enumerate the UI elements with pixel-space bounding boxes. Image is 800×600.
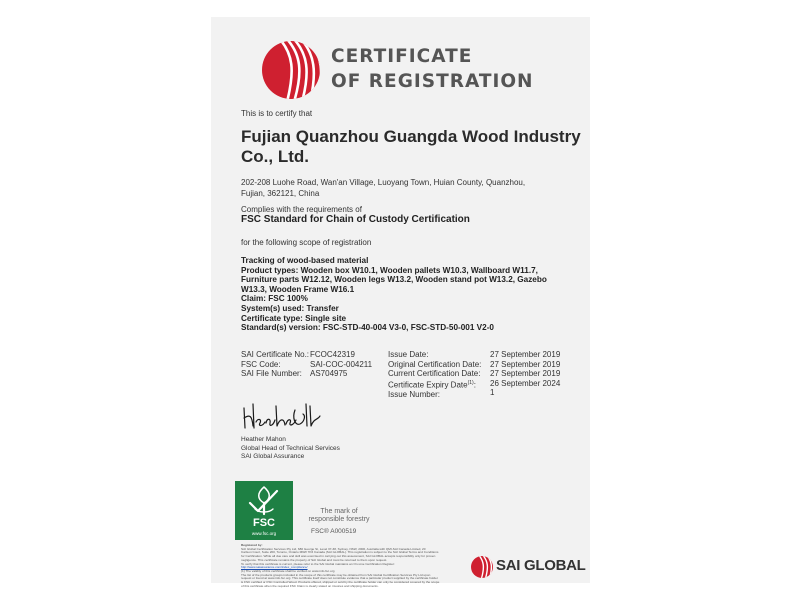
- title-line-1: CERTIFICATE: [331, 46, 473, 67]
- scope-line: Furniture parts W12.12, Wooden legs W13.2, Wooden stand pot W13.2, Gazebo: [241, 275, 547, 285]
- company-name-line-1: Fujian Quanzhou Guangda Wood Industry: [241, 127, 581, 146]
- value-sai-file-number: AS704975: [310, 369, 348, 379]
- fineprint-line: To verify that this certificate is current, please refer to the SAI Global maintains an On-Line Certification Register:: [241, 562, 395, 566]
- scope-line: Certificate type: Single site: [241, 313, 347, 323]
- label-fsc-code: FSC Code:: [241, 359, 281, 369]
- label-issue-number: Issue Number:: [388, 390, 441, 400]
- scope-intro: for the following scope of registration: [241, 238, 372, 247]
- value-certificate-expiry-date: 26 September 2024: [490, 378, 561, 388]
- label-certificate-expiry-date: Certificate Expiry Date$^{(1)}$:: [388, 379, 476, 390]
- value-sai-certificate-no: FCOC42319: [310, 350, 355, 359]
- fineprint-line: (1) The validity of this certificate shall be verified on www.info.fsc.org: [241, 569, 335, 573]
- signature: [240, 398, 324, 432]
- address-line-1: 202-208 Luohe Road, Wan'an Village, Luoyang Town, Huian County, Quanzhou,: [241, 178, 526, 187]
- fineprint-line: Carlson Court, Suite 200, Toronto, Ontario M9W 7K6 Canada (SAI GLOBAL). This registration is subject to the SAI Global Terms and Conditions: [241, 551, 439, 555]
- fsc-logo-text: FSC: [253, 517, 275, 529]
- scope-line: System(s) used: Transfer: [241, 303, 339, 313]
- company-address: [241, 177, 571, 199]
- sai-global-wordmark: SAI GLOBAL: [496, 557, 586, 574]
- left-values: [310, 350, 372, 379]
- value-issue-date: 27 September 2019: [490, 350, 561, 359]
- signatory-title: Global Head of Technical Services: [241, 444, 340, 452]
- fineprint-line: for Certification. While all due care and skill was exercised in carrying out this assessment, SAI GLOBAL accepts responsibility only for proven: [241, 555, 436, 559]
- sai-striped-globe-logo: [261, 40, 321, 100]
- label-issue-date: Issue Date:: [388, 350, 429, 359]
- fsc-license-code: FSC® A000519: [311, 528, 357, 535]
- complies-text: Complies with the requirements of: [241, 205, 362, 214]
- fsc-caption-line-2: responsible forestry: [308, 516, 370, 523]
- scope-line: Claim: FSC 100%: [241, 294, 308, 304]
- value-fsc-code: SAI-COC-004211: [310, 359, 373, 369]
- scope-block: [241, 256, 576, 333]
- address-line-2: Fujian, 362121, China: [241, 189, 320, 198]
- fineprint-link[interactable]: http://www.saiassurance.com/index_compliance/: [241, 566, 308, 570]
- fsc-website: www.fsc.org: [251, 531, 277, 536]
- scope-line: W13.3, Wooden Frame W16.1: [241, 284, 355, 294]
- label-sai-file-number: SAI File Number:: [241, 369, 302, 379]
- label-original-certification-date: Original Certification Date:: [388, 359, 482, 369]
- fineprint: [241, 544, 471, 588]
- title-line-2: OF REGISTRATION: [331, 71, 534, 92]
- fineprint-line: is FSC certified or FSC Controlled Wood. Products offered, shipped or sold by the certificate holder can only be considered covered by the scope: [241, 581, 440, 585]
- expiry-footnote-marker: (1): [467, 379, 474, 386]
- value-original-certification-date: 27 September 2019: [490, 359, 561, 369]
- value-issue-number: 1: [490, 388, 495, 398]
- label-sai-certificate-no: SAI Certificate No.:: [241, 350, 310, 359]
- signatory: [241, 436, 340, 462]
- scope-line: Standard(s) version: FSC-STD-40-004 V3-0, FSC-STD-50-001 V2-0: [241, 323, 494, 333]
- company-name: [241, 127, 581, 167]
- fsc-logo: [235, 481, 293, 540]
- fineprint-line: Registered by:: [241, 544, 263, 547]
- fsc-caption-line-1: The mark of: [320, 508, 358, 515]
- scope-line: Product types: Wooden box W10.1, Wooden pallets W10.3, Wallboard W11.7,: [241, 265, 538, 275]
- signatory-org: SAI Global Assurance: [241, 453, 305, 460]
- value-current-certification-date: 27 September 2019: [490, 369, 561, 379]
- fineprint-line: request or found at www.info.fsc.org. This certificate itself does not constitute evidence that a particular product supplied by the certificate holder: [241, 577, 438, 581]
- fineprint-line: negligence. This certificate remains the property of SAI Global and must be returned to them upon request.: [241, 558, 388, 562]
- standard-title: FSC Standard for Chain of Custody Certification: [241, 214, 470, 225]
- certificate-title: [331, 44, 534, 94]
- signatory-name: Heather Mahon: [241, 436, 286, 443]
- scope-line: Tracking of wood-based material: [241, 256, 369, 265]
- right-values: [490, 350, 560, 398]
- left-labels: [241, 350, 309, 379]
- company-name-line-2: Co., Ltd.: [241, 147, 309, 166]
- fineprint-line: of this certificate when the required FSC Claim is clearly stated on invoices and shipping documents.: [241, 584, 379, 588]
- sai-global-icon: [470, 555, 494, 579]
- right-labels: [388, 350, 481, 400]
- fineprint-line: SAI Global Certification Services Pty Ltd, 680 George St, Level 37-38, Sydney, NSW, 2000, Australia with QMI-SAI Canada Limited, 20: [241, 547, 426, 551]
- fsc-caption: [299, 508, 379, 524]
- label-current-certification-date: Current Certification Date:: [388, 369, 481, 379]
- fineprint-line: The list of the products groups included in the scope of this certificate may be obtained from SAI Global Certification Services Pty Ltd upon: [241, 573, 431, 577]
- intro-text: This is to certify that: [241, 109, 313, 118]
